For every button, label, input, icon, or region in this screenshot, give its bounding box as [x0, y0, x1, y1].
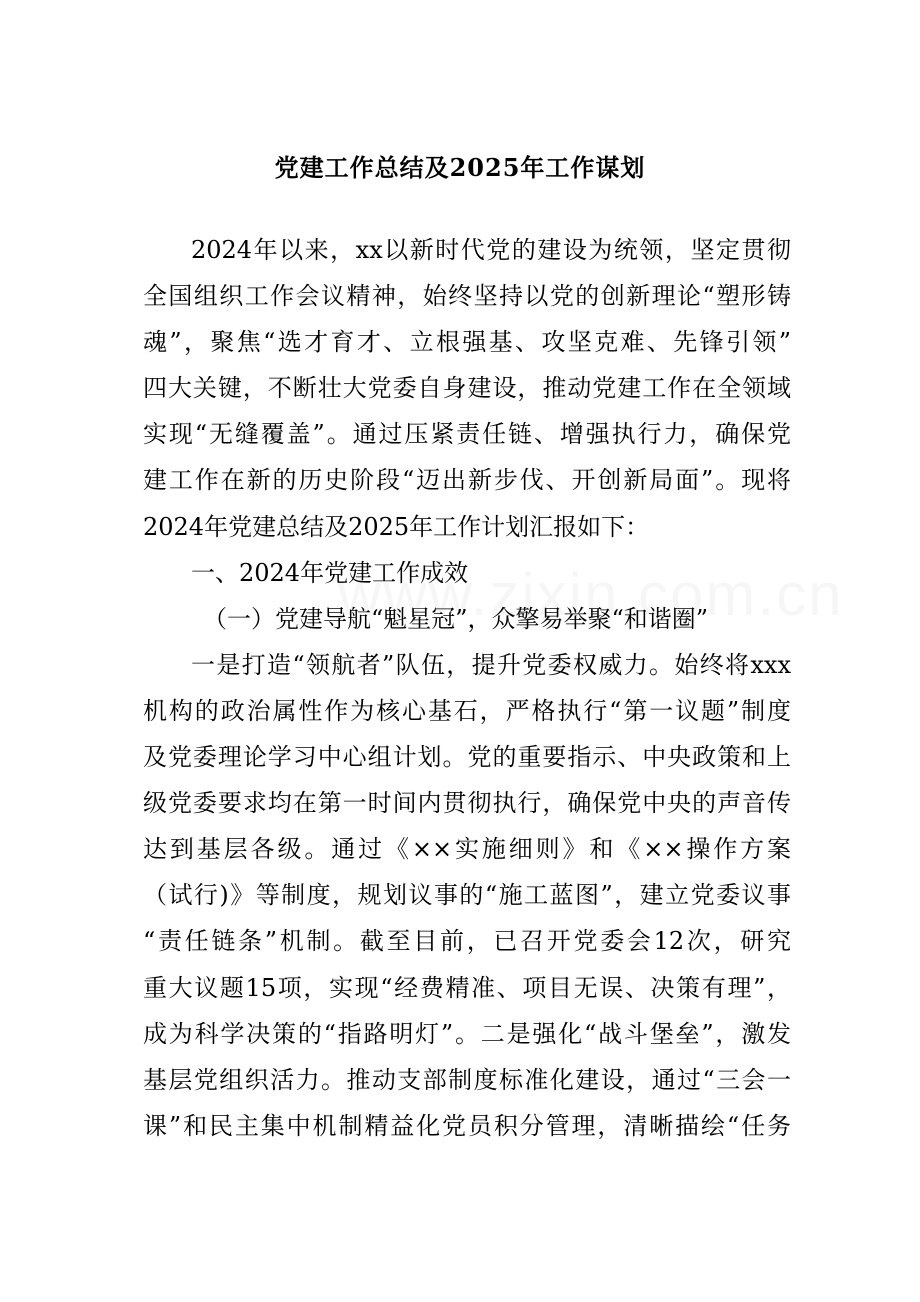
paragraph-line: 全国组织工作会议精神，始终坚持以党的创新理论“塑形铸 [143, 282, 791, 311]
paragraph-line: 2024年党建总结及2025年工作计划汇报如下： [143, 512, 650, 541]
section-heading: 一、2024年党建工作成效 [191, 558, 469, 587]
paragraph-line: 四大关键，不断壮大党委自身建设，推动党建工作在全领域 [143, 374, 791, 403]
paragraph-line: （试行)》等制度，规划议事的“施工蓝图”，建立党委议事 [143, 881, 791, 910]
subsection-heading: （一）党建导航“魁星冠”，众擎易举聚“和谐圈” [203, 604, 709, 633]
paragraph-line: 重大议题15项，实现“经费精准、项目无误、决策有理”， [143, 973, 791, 1002]
paragraph-line: 基层党组织活力。推动支部制度标准化建设，通过“三会一 [143, 1065, 791, 1094]
paragraph-line: 2024年以来，xx以新时代党的建设为统领，坚定贯彻 [191, 236, 791, 264]
paragraph-line: 课”和民主集中机制精益化党员积分管理，清晰描绘“任务 [143, 1111, 791, 1140]
document-body [143, 227, 791, 1149]
paragraph-line: 级党委要求均在第一时间内贯彻执行，确保党中央的声音传 [143, 789, 791, 818]
paragraph-line: 机构的政治属性作为核心基石，严格执行“第一议题”制度 [143, 696, 791, 725]
paragraph-line: 建工作在新的历史阶段“迈出新步伐、开创新局面”。现将 [143, 466, 791, 495]
paragraph-line: 魂”，聚焦“选才育才、立根强基、攻坚克难、先锋引领” [143, 328, 791, 357]
paragraph-line: 一是打造“领航者”队伍，提升党委权威力。始终将xxx [191, 650, 791, 679]
paragraph-line: “责任链条”机制。截至目前，已召开党委会12次，研究 [143, 927, 791, 956]
paragraph-line: 及党委理论学习中心组计划。党的重要指示、中央政策和上 [143, 743, 791, 772]
document-title: 党建工作总结及2025年工作谋划 [274, 153, 646, 182]
paragraph-line: 达到基层各级。通过《××实施细则》和《××操作方案 [143, 835, 791, 864]
paragraph-line: 成为科学决策的“指路明灯”。二是强化“战斗堡垒”，激发 [143, 1019, 791, 1048]
paragraph-line: 实现“无缝覆盖”。通过压紧责任链、增强执行力，确保党 [143, 420, 791, 449]
